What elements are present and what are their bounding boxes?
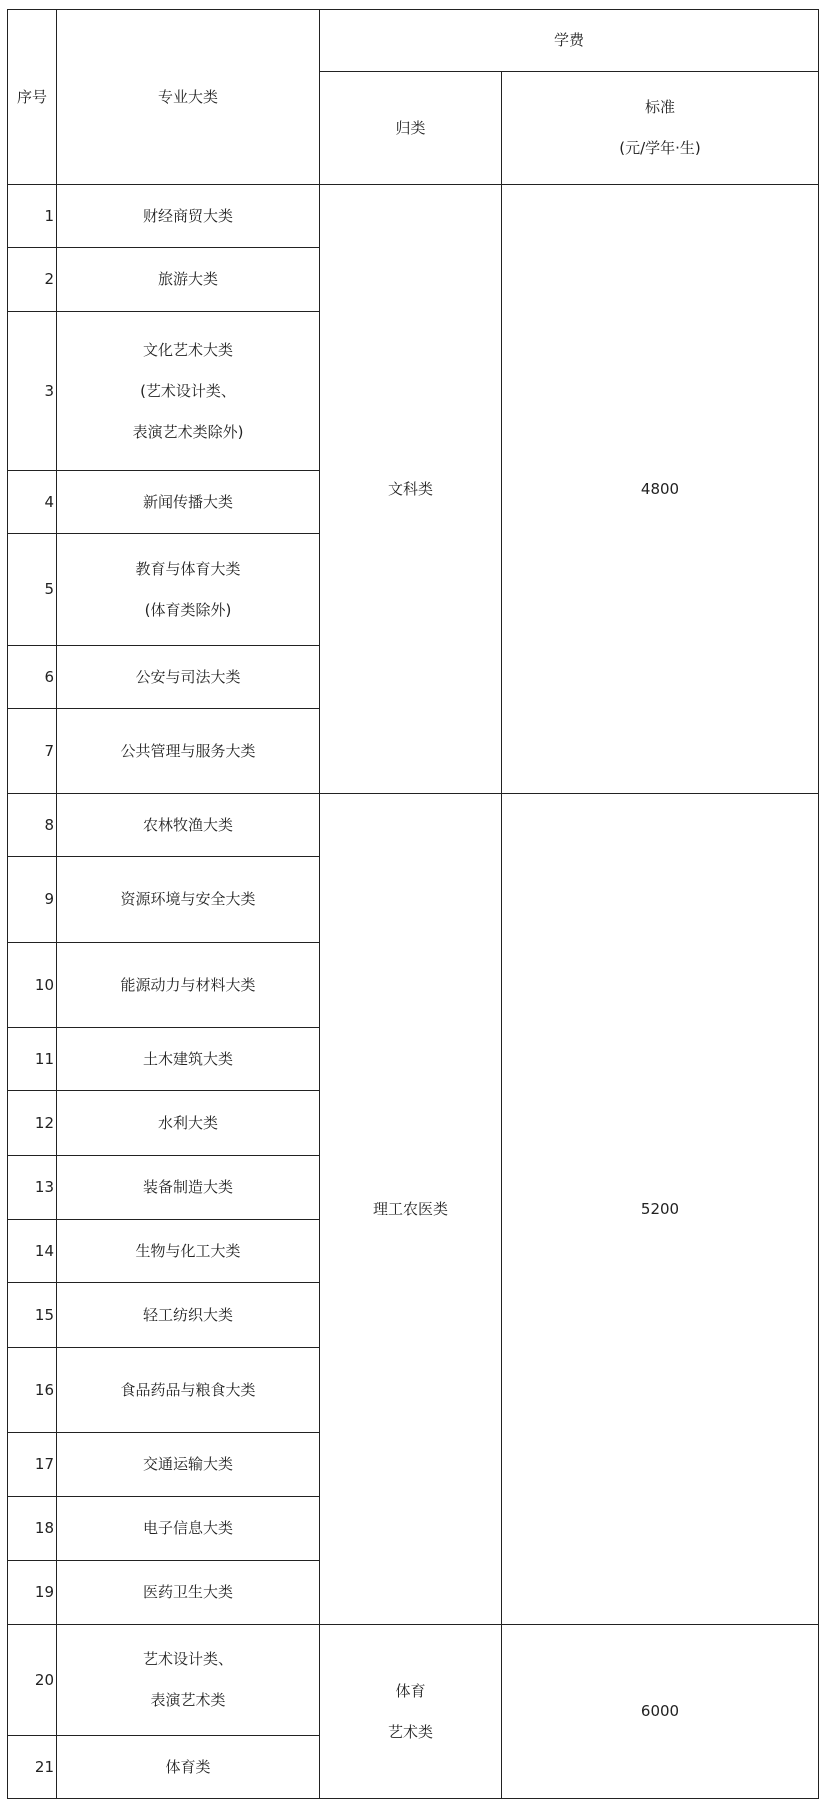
row-index: 19: [8, 1561, 57, 1625]
row-category: [57, 1433, 320, 1497]
group-line: 艺术类: [387, 1722, 433, 1741]
row-category: [57, 1625, 320, 1736]
row-index: 6: [8, 646, 57, 709]
row-category: [57, 185, 320, 248]
row-index: 2: [8, 248, 57, 312]
row-index: 12: [8, 1091, 57, 1156]
row-category: [57, 709, 320, 794]
header-standard-unit: (元/学年·生): [619, 139, 701, 157]
header-category: 专业大类: [57, 10, 320, 185]
category-line: 食品药品与粮食大类: [120, 1380, 256, 1399]
fee-cell: 6000: [502, 1625, 819, 1799]
row-index: 1: [8, 185, 57, 248]
category-line: 生物与化工大类: [135, 1241, 241, 1260]
row-category: [57, 1028, 320, 1091]
row-category: [57, 248, 320, 312]
group-line: 理工农医类: [372, 1199, 448, 1218]
row-category: [57, 471, 320, 534]
table-row: [8, 185, 819, 248]
group-cell: [320, 1625, 502, 1799]
row-index: 18: [8, 1497, 57, 1561]
group-cell: [320, 185, 502, 794]
row-category: [57, 534, 320, 646]
row-index: 16: [8, 1348, 57, 1433]
row-category: [57, 1283, 320, 1348]
category-line: 财经商贸大类: [142, 206, 233, 225]
group-cell: [320, 794, 502, 1625]
table-row: [8, 1625, 819, 1736]
category-line: 艺术设计类、: [142, 1650, 233, 1668]
row-index: 10: [8, 943, 57, 1028]
category-line: 旅游大类: [157, 270, 218, 288]
row-index: 17: [8, 1433, 57, 1497]
row-index: 21: [8, 1736, 57, 1799]
header-index: 序号: [8, 10, 57, 185]
row-index: 15: [8, 1283, 57, 1348]
row-category: [57, 857, 320, 943]
row-index: 4: [8, 471, 57, 534]
row-index: 3: [8, 312, 57, 471]
row-category: [57, 1497, 320, 1561]
fee-cell: 5200: [502, 794, 819, 1625]
category-line: 交通运输大类: [142, 1455, 233, 1473]
category-line: 土木建筑大类: [142, 1049, 233, 1068]
category-line: 农林牧渔大类: [142, 815, 233, 834]
tuition-table: [7, 9, 819, 1799]
category-line: 体育类: [165, 1757, 211, 1776]
row-category: [57, 794, 320, 857]
row-category: [57, 1091, 320, 1156]
category-line: 轻工纺织大类: [142, 1305, 233, 1324]
row-category: [57, 1736, 320, 1799]
row-index: 7: [8, 709, 57, 794]
header-tuition: 学费: [320, 10, 819, 72]
row-index: 14: [8, 1220, 57, 1283]
category-line: 文化艺术大类: [142, 340, 233, 359]
row-index: 13: [8, 1156, 57, 1220]
category-line: 电子信息大类: [142, 1519, 233, 1537]
category-line: 公安与司法大类: [135, 667, 241, 686]
group-line: 文科类: [387, 479, 433, 498]
row-index: 5: [8, 534, 57, 646]
row-index: 11: [8, 1028, 57, 1091]
category-line: 资源环境与安全大类: [120, 890, 256, 908]
fee-cell: 4800: [502, 185, 819, 794]
row-category: [57, 1561, 320, 1625]
category-line: (艺术设计类、: [140, 381, 236, 400]
category-line: 公共管理与服务大类: [120, 741, 256, 760]
row-category: [57, 312, 320, 471]
category-line: 表演艺术类除外): [132, 422, 244, 441]
category-line: 能源动力与材料大类: [120, 975, 256, 994]
group-line: 体育: [395, 1681, 426, 1700]
header-standard: [502, 72, 819, 185]
row-index: 20: [8, 1625, 57, 1736]
category-line: 医药卫生大类: [142, 1583, 233, 1601]
header-standard-label: 标准: [645, 98, 676, 116]
header-group: 归类: [320, 72, 502, 185]
category-line: 装备制造大类: [142, 1178, 233, 1196]
category-line: 水利大类: [157, 1113, 218, 1132]
row-category: [57, 1156, 320, 1220]
table-row: [8, 794, 819, 857]
category-line: 表演艺术类: [150, 1691, 226, 1709]
row-index: 9: [8, 857, 57, 943]
row-index: 8: [8, 794, 57, 857]
row-category: [57, 646, 320, 709]
category-line: 新闻传播大类: [142, 492, 233, 511]
category-line: (体育类除外): [144, 600, 232, 619]
row-category: [57, 1348, 320, 1433]
category-line: 教育与体育大类: [135, 559, 241, 578]
row-category: [57, 943, 320, 1028]
row-category: [57, 1220, 320, 1283]
